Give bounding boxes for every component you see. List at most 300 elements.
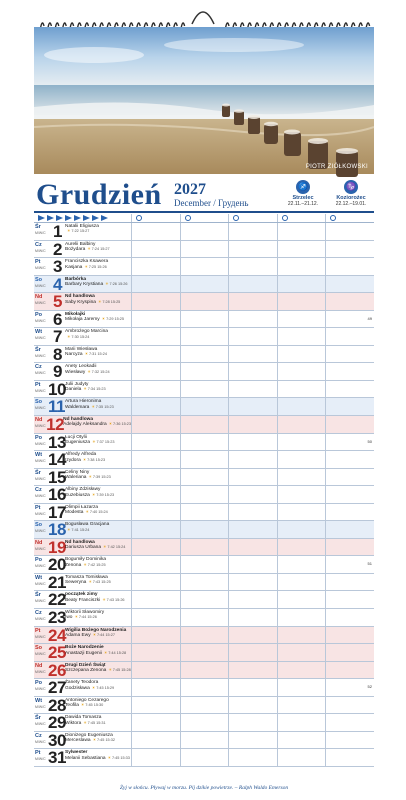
day-number: 10 [48,379,66,399]
entry-cell[interactable] [277,398,326,415]
sun-times: ☀ 7:44 15:27 [93,633,115,637]
entry-cell[interactable] [277,521,326,538]
chevron-right-icon [92,215,99,221]
day-cell [34,398,131,415]
nameday-line-2 [65,615,131,620]
entry-cell[interactable] [228,451,277,468]
entry-cell[interactable] [180,276,229,293]
day-number: 21 [48,572,66,592]
entry-cell[interactable] [277,416,326,433]
day-row [34,504,374,522]
entry-cell[interactable] [277,381,326,398]
day-cell [34,328,131,345]
weekday [34,381,48,398]
entry-cell[interactable] [228,574,277,591]
entry-cell[interactable] [228,381,277,398]
entry-cell[interactable] [277,697,326,714]
nameday-info [62,381,131,398]
day-row [34,679,374,697]
entry-cell[interactable] [228,276,277,293]
entry-cell[interactable] [131,293,180,310]
entry-cell[interactable] [277,346,326,363]
entry-cell[interactable] [325,469,374,486]
entry-cell[interactable] [180,346,229,363]
nameday-extra: Adelajdy Aleksandra [63,422,107,428]
weekday-label: Nd [35,539,43,546]
entry-cell[interactable] [325,276,374,293]
entry-cell[interactable] [180,521,229,538]
entry-cell[interactable] [131,434,180,451]
entry-cell[interactable] [325,258,374,275]
day-row [34,258,374,276]
weekday [34,346,48,363]
entry-cell[interactable] [277,627,326,644]
weekday [34,574,48,591]
entry-cell[interactable] [277,311,326,328]
entry-cell[interactable] [131,223,180,240]
entry-cell[interactable] [228,697,277,714]
day-number: 5 [53,292,62,312]
day-row [34,398,374,416]
nameday-info [62,609,131,626]
day-cell [34,556,131,573]
nameday-line-2 [65,703,131,708]
entry-cell[interactable] [325,609,374,626]
entry-cell[interactable] [325,346,374,363]
sun-times: ☀ 7:41 15:24 [67,528,89,532]
nameday-extra: Zenona [65,562,82,568]
entry-cell[interactable] [325,749,374,766]
entry-cell[interactable] [277,539,326,556]
entry-cell[interactable] [325,328,374,345]
weekday-mini: M/W/C [35,336,46,341]
nameday-line-2 [65,738,131,743]
entry-cell[interactable] [180,574,229,591]
nameday-extra: Melanii Sebastiana [65,755,106,761]
nameday-line-1: Boże Narodzenie [65,645,104,651]
entry-cell[interactable] [277,469,326,486]
entry-cell[interactable] [180,486,229,503]
day-cell [34,258,131,275]
weekday-mini: M/W/C [35,406,46,411]
entry-cell[interactable] [325,556,374,573]
day-row [34,486,374,504]
chevron-right-icon [38,215,45,221]
entry-cell[interactable] [228,732,277,749]
nameday-line-1: Natalii Eligiusza [65,224,99,229]
nameday-extra: Eugeniusza [65,439,91,445]
entry-cell[interactable] [228,223,277,240]
entry-cell[interactable] [180,627,229,644]
nameday-info [62,521,131,538]
entry-cell[interactable] [277,644,326,661]
nameday-info [62,398,131,415]
entry-cell[interactable] [277,451,326,468]
entry-cell[interactable] [131,697,180,714]
sun-times: ☀ 7:26 15:26 [105,282,127,286]
sun-times: ☀ 7:36 15:23 [109,422,131,426]
entry-cell[interactable] [131,276,180,293]
entry-cell[interactable] [131,346,180,363]
entry-cell[interactable] [228,556,277,573]
nameday-line-1: Franciszka Ksawera [65,259,109,265]
entry-cell[interactable] [277,328,326,345]
entry-cell[interactable] [325,504,374,521]
day-number: 20 [48,555,66,575]
nameday-info [62,363,131,380]
entry-cell[interactable] [180,223,229,240]
day-number: 1 [53,222,62,241]
entry-cell[interactable] [180,258,229,275]
day-number: 19 [48,537,66,557]
entry-cell[interactable] [325,311,374,328]
sun-times: ☀ 7:44 15:26 [74,615,96,619]
entry-cell[interactable] [277,574,326,591]
day-number: 6 [53,309,62,329]
entry-cell[interactable] [325,451,374,468]
day-row [34,276,374,294]
entry-cell[interactable] [180,363,229,380]
entry-cell[interactable] [228,258,277,275]
sun-times: ☀ 7:45 15:30 [81,703,103,707]
weekday-label: Cz [35,487,42,494]
entry-cell[interactable] [228,434,277,451]
weekday-label: Cz [35,364,42,371]
zodiac-dates: 22.11.–21.12. [287,201,319,207]
entry-cell[interactable] [131,469,180,486]
entry-cell[interactable] [180,679,229,696]
entry-cell[interactable] [277,486,326,503]
weekday [34,241,48,258]
entry-cell[interactable] [228,416,277,433]
nameday-line-2 [65,633,131,638]
entry-cell[interactable] [228,398,277,415]
nameday-line-1: Bogusława Gracjana [65,522,110,528]
nameday-extra: Kasjana [65,264,83,270]
weekday-label: Wt [35,574,43,581]
nameday-line-1: Nd handlowa [63,417,94,423]
entry-cell[interactable] [277,434,326,451]
entry-cell[interactable] [228,714,277,731]
day-number: 31 [48,748,66,768]
entry-cell[interactable] [180,644,229,661]
day-number: 28 [48,695,66,715]
entry-cell[interactable] [228,486,277,503]
weekday [34,556,48,573]
weekday [34,311,48,328]
day-number: 2 [53,239,62,259]
day-row [34,662,374,680]
entry-cell[interactable] [325,662,374,679]
nameday-line-1: Olimpii Łazarza [65,504,99,510]
nameday-extra: Wiktora [65,720,82,726]
weekday [34,416,46,433]
nameday-line-2 [65,580,131,585]
entry-cell[interactable] [277,749,326,766]
weekday-mini: M/W/C [35,441,46,446]
year-label: 2027 [174,181,206,198]
nameday-extra: Beaty Franciszki [65,597,101,603]
entry-cell[interactable] [131,381,180,398]
entry-cell[interactable] [277,258,326,275]
entry-cell[interactable] [131,556,180,573]
weekday-label: So [35,399,43,406]
entry-cell[interactable] [131,486,180,503]
entry-cell[interactable] [131,521,180,538]
entry-cell[interactable] [131,328,180,345]
weekday-label: So [35,645,43,652]
sun-times: ☀ 7:44 15:28 [104,651,126,655]
entry-cell[interactable] [277,591,326,608]
person-column-4 [277,214,326,222]
day-number: 24 [48,625,66,645]
entry-cell[interactable] [180,469,229,486]
weekday-mini: M/W/C [35,687,46,692]
entry-cell[interactable] [325,591,374,608]
weekday [34,591,48,608]
quote-footer: Żyj w słońcu. Pływaj w morzu. Pij dzikie powietrze. – Ralph Waldo Emerson [119,785,289,791]
entry-cell[interactable] [277,556,326,573]
day-number: 15 [48,467,66,487]
entry-cell[interactable] [180,504,229,521]
day-number: 14 [48,450,66,470]
entry-cell[interactable] [131,749,180,766]
entry-cell[interactable] [277,241,326,258]
day-number: 7 [53,327,62,347]
nameday-extra: Iwo [65,615,73,621]
entry-cell[interactable] [228,504,277,521]
day-cell [34,574,131,591]
entry-cell[interactable] [228,293,277,310]
entry-cell[interactable] [228,469,277,486]
entry-cell[interactable] [131,644,180,661]
nameday-line-1: Barbórka [65,276,87,282]
entry-cell[interactable] [131,662,180,679]
entry-cell[interactable] [325,732,374,749]
zodiac-capricorn [328,180,374,207]
nameday-info [62,434,131,451]
entry-cell[interactable] [325,241,374,258]
nameday-info [60,416,131,433]
weekday-label: Wt [35,329,43,336]
entry-cell[interactable] [131,258,180,275]
entry-cell[interactable] [180,328,229,345]
nameday-line-1: Dawida Tomasza [65,715,102,721]
entry-cell[interactable] [277,662,326,679]
entry-cell[interactable] [131,398,180,415]
entry-cell[interactable] [180,714,229,731]
entry-cell[interactable] [228,609,277,626]
entry-cell[interactable] [131,311,180,328]
day-number: 17 [48,502,66,522]
entry-cell[interactable] [131,714,180,731]
entry-cell[interactable] [277,732,326,749]
grid-header [34,214,374,223]
sun-times: ☀ 7:32 15:24 [87,370,109,374]
entry-cell[interactable] [325,627,374,644]
entry-cell[interactable] [228,662,277,679]
entry-cell[interactable] [180,293,229,310]
entry-cell[interactable] [131,591,180,608]
day-row [34,381,374,399]
weekday-label: So [35,522,43,529]
entry-cell[interactable] [325,697,374,714]
entry-cell[interactable] [228,328,277,345]
sun-times: ☀ 7:40 15:24 [85,510,107,514]
entry-cell[interactable] [325,398,374,415]
week-number: 51 [367,561,372,567]
entry-cell[interactable] [131,679,180,696]
entry-cell[interactable] [180,732,229,749]
weekday-label: Nd [35,294,43,301]
day-cell [34,714,131,731]
entry-cell[interactable] [180,662,229,679]
entry-cell[interactable] [180,539,229,556]
entry-cell[interactable] [228,346,277,363]
day-number: 29 [48,713,66,733]
entry-cell[interactable] [180,434,229,451]
sun-times: ☀ 7:34 15:23 [83,387,105,391]
entry-cell[interactable] [325,223,374,240]
entry-cell[interactable] [325,644,374,661]
entry-cell[interactable] [325,416,374,433]
entry-cell[interactable] [131,609,180,626]
nameday-line-2 [65,651,131,656]
entry-cell[interactable] [228,363,277,380]
entry-cell[interactable] [277,504,326,521]
nameday-line-2 [65,458,131,463]
day-row [34,556,374,574]
entry-cell[interactable] [277,276,326,293]
entry-cell[interactable] [180,311,229,328]
nameday-info [62,714,131,731]
smiley-icon [136,215,142,221]
entry-cell[interactable] [131,539,180,556]
entry-cell[interactable] [180,416,229,433]
entry-cell[interactable] [131,732,180,749]
entry-cell[interactable] [228,749,277,766]
entry-cell[interactable] [180,398,229,415]
nameday-info [62,328,131,345]
weekday-mini: M/W/C [35,757,46,762]
entry-cell[interactable] [325,574,374,591]
entry-cell[interactable] [228,311,277,328]
smiley-icon [233,215,239,221]
entry-cell[interactable] [131,416,180,433]
day-row [34,591,374,609]
nameday-line-1: Artura Hieronima [65,399,102,405]
day-row [34,328,374,346]
entry-cell[interactable] [180,241,229,258]
entry-cell[interactable] [131,574,180,591]
entry-cell[interactable] [131,504,180,521]
day-cell [34,732,131,749]
entry-cell[interactable] [325,486,374,503]
weekday-mini: M/W/C [35,546,46,551]
day-cell [34,434,131,451]
day-number: 16 [48,485,66,505]
entry-cell[interactable] [325,714,374,731]
day-cell [34,363,131,380]
entry-cell[interactable] [131,451,180,468]
entry-cell[interactable] [180,591,229,608]
chevron-right-icon [74,215,81,221]
day-row [34,363,374,381]
weekday [34,679,48,696]
entry-cell[interactable] [228,679,277,696]
person-column-1 [131,214,180,222]
entry-cell[interactable] [228,591,277,608]
day-cell [34,539,131,556]
entry-cell[interactable] [277,293,326,310]
sun-times: ☀ 7:39 15:23 [92,493,114,497]
entry-cell[interactable] [180,609,229,626]
zodiac-dates: 22.12.–19.01. [335,201,367,207]
entry-cell[interactable] [228,539,277,556]
arrows-decoration [34,214,131,222]
entry-cell[interactable] [277,363,326,380]
entry-cell[interactable] [325,679,374,696]
weekday [34,223,48,240]
sun-times: ☀ 7:38 15:23 [83,458,105,462]
weekday [34,749,48,766]
nameday-info [62,293,131,310]
weekday-label: Cz [35,732,42,739]
entry-cell[interactable] [228,521,277,538]
entry-cell[interactable] [228,627,277,644]
sun-times: ☀ 7:43 15:25 [88,580,110,584]
entry-cell[interactable] [325,521,374,538]
entry-cell[interactable] [325,434,374,451]
entry-cell[interactable] [180,697,229,714]
weekday [34,627,48,644]
nameday-line-1: Nd handlowa [65,539,95,545]
entry-cell[interactable] [228,644,277,661]
calendar-grid [34,214,374,767]
entry-cell[interactable] [325,381,374,398]
weekday-mini: M/W/C [35,424,46,429]
nameday-extra: Dariusza Urbana [65,545,101,551]
entry-cell[interactable] [277,679,326,696]
nameday-line-1: Dionizego Eugeniusza [65,732,113,738]
day-cell [34,679,131,696]
nameday-line-2 [65,528,131,533]
day-cell [34,697,131,714]
entry-cell[interactable] [131,363,180,380]
entry-cell[interactable] [180,381,229,398]
entry-cell[interactable] [277,714,326,731]
entry-cell[interactable] [325,293,374,310]
nameday-extra: Waldemara [65,404,90,410]
entry-cell[interactable] [180,556,229,573]
weekday-label: So [35,276,43,283]
weekday-label: Śr [35,592,41,599]
entry-cell[interactable] [325,363,374,380]
chevron-right-icon [83,215,90,221]
entry-cell[interactable] [228,241,277,258]
entry-cell[interactable] [180,749,229,766]
nameday-extra: Bożydara [65,246,86,252]
entry-cell[interactable] [131,627,180,644]
sun-times: ☀ 7:42 15:24 [103,545,125,549]
entry-cell[interactable] [277,223,326,240]
entry-cell[interactable] [180,451,229,468]
sun-times: ☀ 7:45 15:32 [93,738,115,742]
day-cell [34,451,131,468]
entry-cell[interactable] [277,609,326,626]
entry-cell[interactable] [325,539,374,556]
entry-cell[interactable] [131,241,180,258]
